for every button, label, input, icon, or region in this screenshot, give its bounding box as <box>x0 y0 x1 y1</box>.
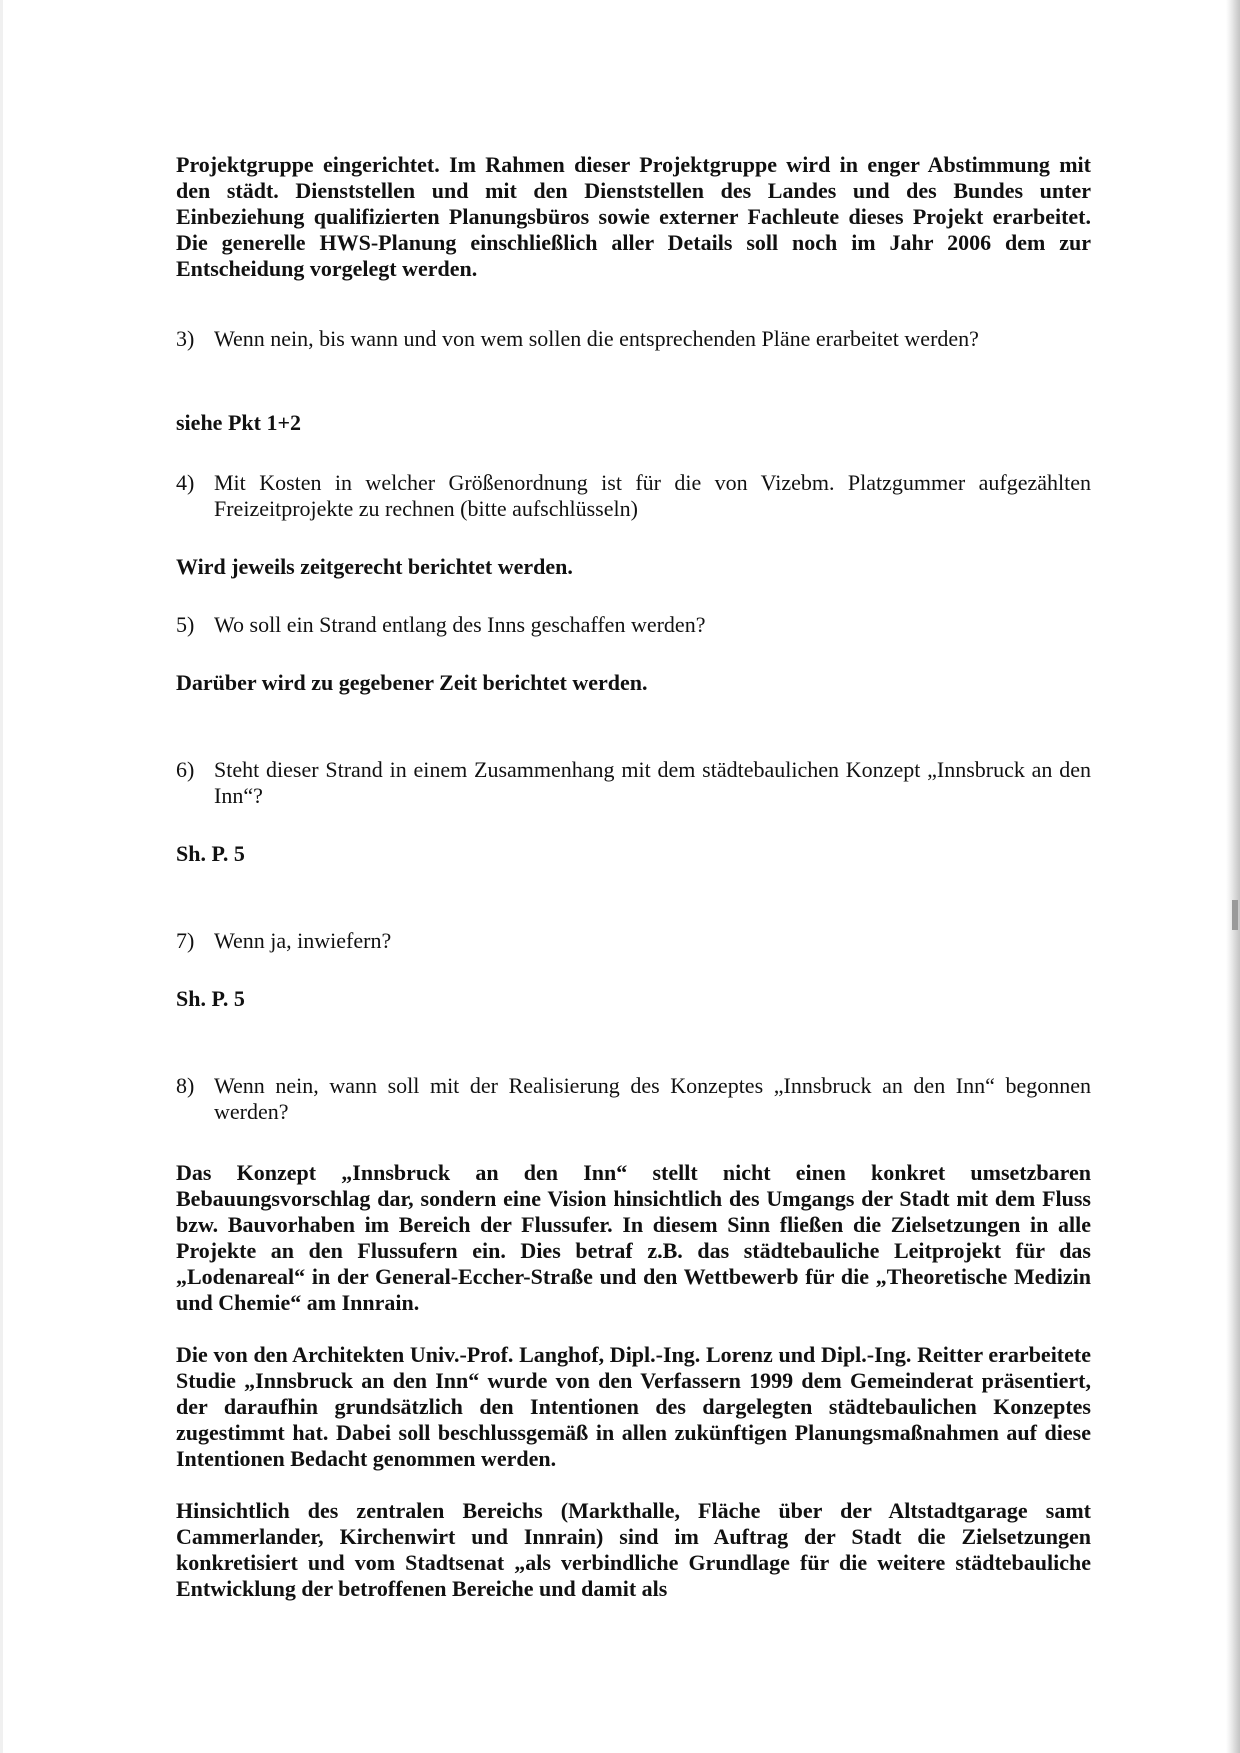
question-number: 7) <box>176 928 195 953</box>
question-number: 5) <box>176 612 195 637</box>
question-text: Mit Kosten in welcher Größenordnung ist für die von Vizebm. Platzgummer aufgezählten Freizeitprojekte zu rechnen (bitte aufschlüsseln) <box>214 470 1091 521</box>
closing-paragraph-2: Die von den Architekten Univ.-Prof. Langhof, Dipl.-Ing. Lorenz und Dipl.-Ing. Reitter erarbeitete Studie „Innsbruck an den Inn“ wurde von den Verfassern 1999 dem Gemeinderat präsentiert, der daraufhin grundsätzlich den Intentionen des dargelegten städtebaulichen Konzeptes zugestimmt hat. Dabei soll beschlussgemäß in allen zukünftigen Planungsmaßnahmen auf diese Intentionen Bedacht genommen werden. <box>176 1342 1091 1471</box>
question-text: Wo soll ein Strand entlang des Inns geschaffen werden? <box>214 612 706 637</box>
answer-6: Sh. P. 5 <box>176 841 245 866</box>
answer-7: Sh. P. 5 <box>176 986 245 1011</box>
question-3 <box>176 326 1091 352</box>
question-number: 6) <box>176 757 195 782</box>
scan-edge-right <box>1226 0 1240 1753</box>
question-text: Wenn nein, wann soll mit der Realisierung des Konzeptes „Innsbruck an den Inn“ begonnen werden? <box>214 1073 1091 1124</box>
question-8 <box>176 1073 1091 1125</box>
answer-4: Wird jeweils zeitgerecht berichtet werden. <box>176 554 573 579</box>
scan-edge-left <box>0 0 3 1753</box>
question-number: 8) <box>176 1073 195 1098</box>
question-number: 3) <box>176 326 195 351</box>
closing-paragraph-1: Das Konzept „Innsbruck an den Inn“ stellt nicht einen konkret umsetzbaren Bebauungsvorschlag dar, sondern eine Vision hinsichtlich des Umgangs der Stadt mit dem Fluss bzw. Bauvorhaben im Bereich der Flussufer. In diesem Sinn fließen die Zielsetzungen in alle Projekte an den Flussufern ein. Dies betraf z.B. das städtebauliche Leitprojekt für das „Lodenareal“ in der General-Eccher-Straße und den Wettbewerb für die „Theoretische Medizin und Chemie“ am Innrain. <box>176 1160 1091 1315</box>
question-number: 4) <box>176 470 195 495</box>
question-text: Steht dieser Strand in einem Zusammenhang mit dem städtebaulichen Konzept „Innsbruck an den Inn“? <box>214 757 1091 808</box>
closing-paragraph-3: Hinsichtlich des zentralen Bereichs (Markthalle, Fläche über der Altstadtgarage samt Cammerlander, Kirchenwirt und Innrain) sind im Auftrag der Stadt die Zielsetzungen konkretisiert und vom Stadtsenat „als verbindliche Grundlage für die weitere städtebauliche Entwicklung der betroffenen Bereiche und damit als <box>176 1498 1091 1601</box>
question-6 <box>176 757 1091 809</box>
question-7 <box>176 928 1091 954</box>
answer-3: siehe Pkt 1+2 <box>176 410 301 435</box>
answer-5: Darüber wird zu gegebener Zeit berichtet werden. <box>176 670 648 695</box>
question-text: Wenn nein, bis wann und von wem sollen die entsprechenden Pläne erarbeitet werden? <box>214 326 979 351</box>
intro-paragraph: Projektgruppe eingerichtet. Im Rahmen dieser Projektgruppe wird in enger Abstimmung mit den städt. Dienststellen und mit den Dienststellen des Landes und des Bundes unter Einbeziehung qualifizierten Planungsbüros sowie externer Fachleute dieses Projekt erarbeitet. Die generelle HWS-Planung einschließlich aller Details soll noch im Jahr 2006 dem zur Entscheidung vorgelegt werden. <box>176 152 1091 281</box>
question-5 <box>176 612 1091 638</box>
scan-mark <box>1232 900 1238 930</box>
question-text: Wenn ja, inwiefern? <box>214 928 392 953</box>
question-4 <box>176 470 1091 522</box>
